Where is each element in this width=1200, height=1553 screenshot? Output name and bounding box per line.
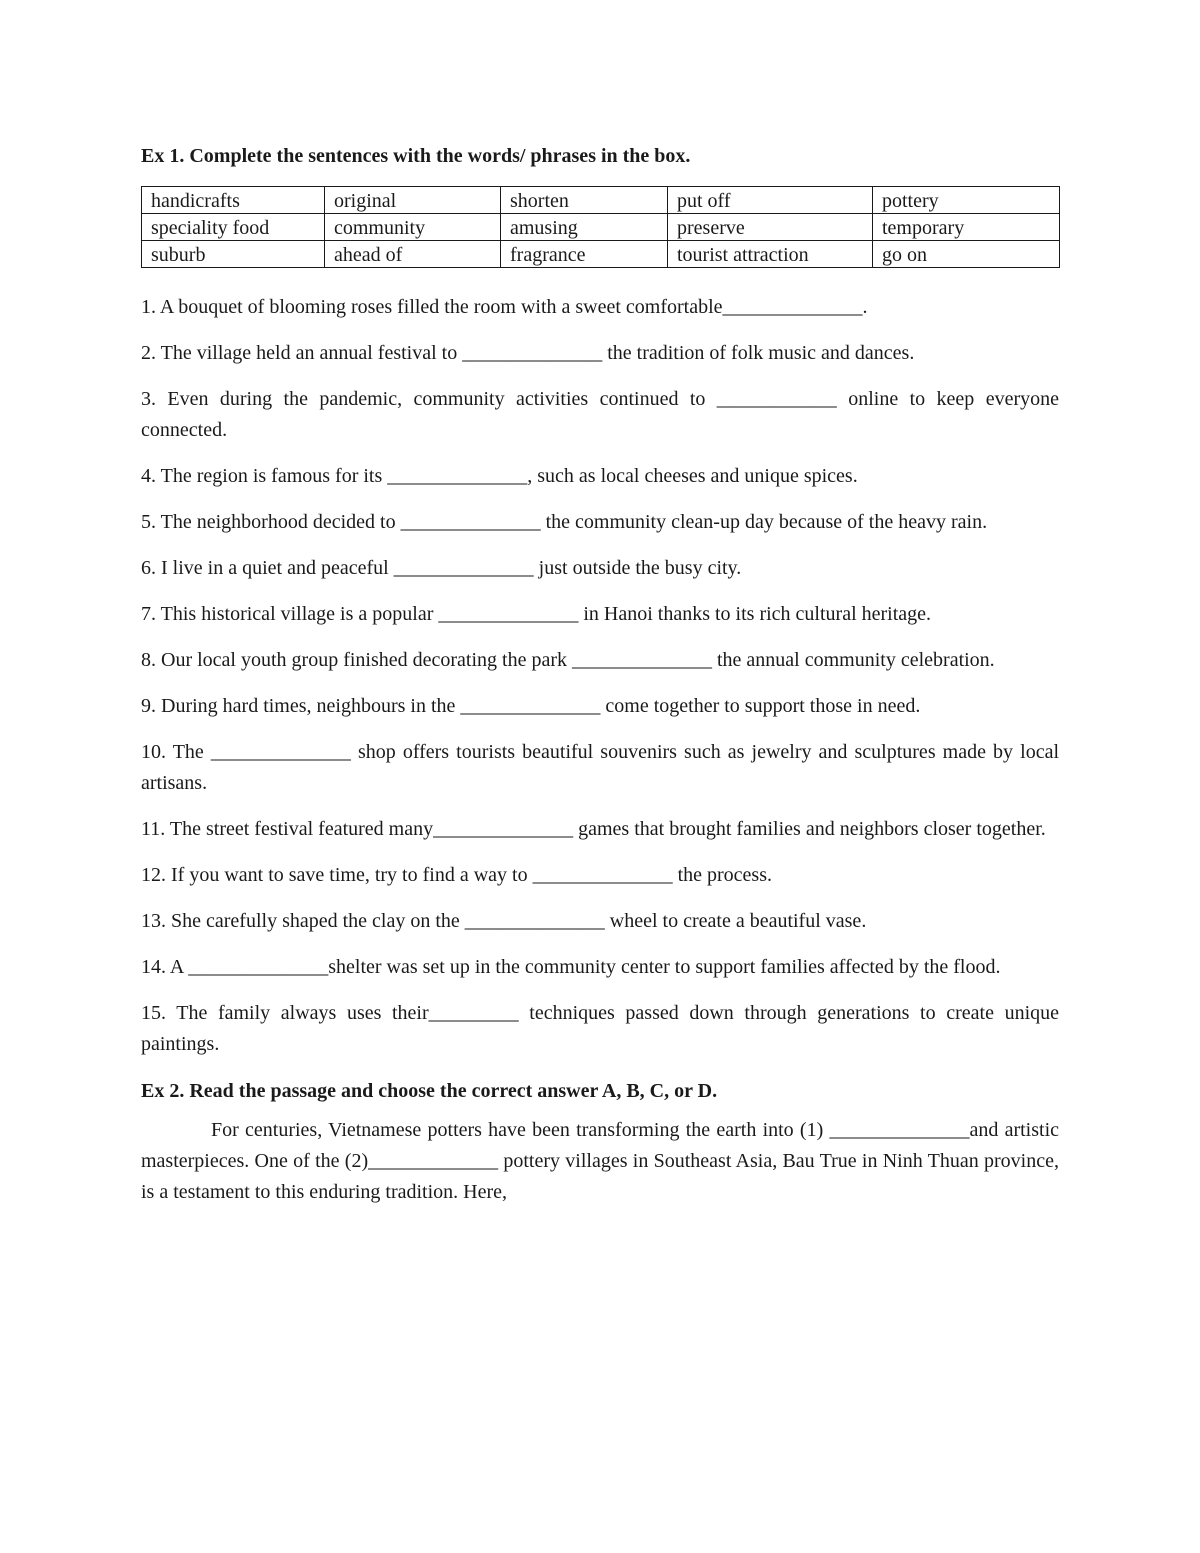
question-2: 2. The village held an annual festival to ______________ the tradition of folk music and dances. bbox=[141, 342, 915, 364]
word-box-cell: temporary bbox=[873, 214, 1060, 241]
question-5: 5. The neighborhood decided to ______________ the community clean-up day because of the heavy rain. bbox=[141, 511, 988, 533]
question-4: 4. The region is famous for its ______________, such as local cheeses and unique spices. bbox=[141, 465, 858, 487]
word-box-cell: ahead of bbox=[325, 241, 501, 268]
word-box-cell: handicrafts bbox=[142, 187, 325, 214]
word-box-cell: fragrance bbox=[501, 241, 668, 268]
word-box-table bbox=[141, 186, 1060, 268]
question-3: 3. Even during the pandemic, community activities continued to ____________ online to keep everyone connected. bbox=[141, 388, 1059, 441]
word-box-cell: pottery bbox=[873, 187, 1060, 214]
word-box-cell: put off bbox=[668, 187, 873, 214]
ex1-heading: Ex 1. Complete the sentences with the words/ phrases in the box. bbox=[141, 145, 691, 167]
ex2-passage: For centuries, Vietnamese potters have been transforming the earth into (1) ______________and artistic masterpieces. One of the (2)_____________ pottery villages in Southeast Asia, Bau True in Ninh Thuan province, is a testament to this enduring tradition. Here, bbox=[141, 1119, 1059, 1203]
word-box-cell: original bbox=[325, 187, 501, 214]
word-box-cell: shorten bbox=[501, 187, 668, 214]
word-box-cell: amusing bbox=[501, 214, 668, 241]
question-13: 13. She carefully shaped the clay on the ______________ wheel to create a beautiful vase. bbox=[141, 910, 867, 932]
ex2-heading: Ex 2. Read the passage and choose the correct answer A, B, C, or D. bbox=[141, 1080, 718, 1102]
word-box-cell: tourist attraction bbox=[668, 241, 873, 268]
word-box-cell: suburb bbox=[142, 241, 325, 268]
question-10: 10. The ______________ shop offers tourists beautiful souvenirs such as jewelry and sculptures made by local artisans. bbox=[141, 741, 1059, 794]
word-box-row bbox=[142, 214, 1060, 241]
question-6: 6. I live in a quiet and peaceful ______________ just outside the busy city. bbox=[141, 557, 742, 579]
word-box-cell: go on bbox=[873, 241, 1060, 268]
question-15: 15. The family always uses their_________ techniques passed down through generations to create unique paintings. bbox=[141, 1002, 1059, 1055]
word-box-row bbox=[142, 241, 1060, 268]
question-7: 7. This historical village is a popular ______________ in Hanoi thanks to its rich cultural heritage. bbox=[141, 603, 932, 625]
word-box-row bbox=[142, 187, 1060, 214]
question-1: 1. A bouquet of blooming roses filled the room with a sweet comfortable______________. bbox=[141, 296, 868, 318]
word-box-cell: community bbox=[325, 214, 501, 241]
word-box-cell: speciality food bbox=[142, 214, 325, 241]
question-12: 12. If you want to save time, try to find a way to ______________ the process. bbox=[141, 864, 772, 886]
question-9: 9. During hard times, neighbours in the ______________ come together to support those in need. bbox=[141, 695, 921, 717]
question-11: 11. The street festival featured many______________ games that brought families and neighbors closer together. bbox=[141, 818, 1046, 840]
worksheet-page bbox=[141, 140, 1059, 1208]
question-8: 8. Our local youth group finished decorating the park ______________ the annual community celebration. bbox=[141, 649, 995, 671]
question-14: 14. A ______________shelter was set up in the community center to support families affected by the flood. bbox=[141, 956, 1001, 978]
word-box-cell: preserve bbox=[668, 214, 873, 241]
